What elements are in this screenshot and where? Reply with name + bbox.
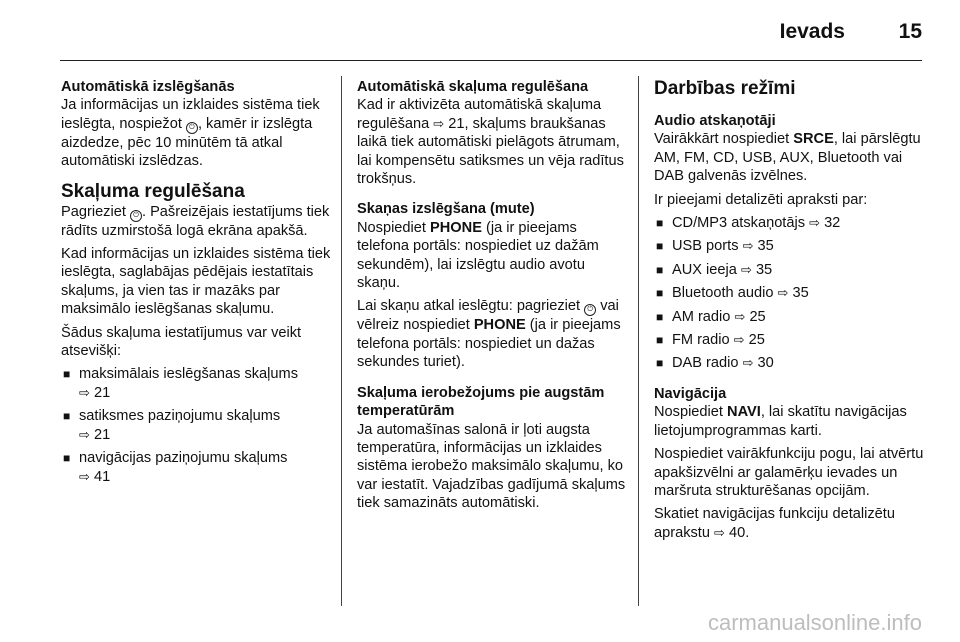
text: Nospiediet: [357, 219, 426, 236]
list-item-text: AM radio: [672, 308, 731, 325]
bullet-list: [61, 365, 335, 485]
page-reference-arrow-icon: ⇨: [742, 238, 754, 254]
page-reference[interactable]: 35: [792, 285, 809, 302]
section-heading: Skaņas izslēgšana (mute): [357, 201, 535, 218]
page-reference-arrow-icon: ⇨: [777, 285, 789, 301]
text: Skatiet navigācijas funkciju detalizētu aprakstu: [654, 506, 895, 541]
section-heading: Automātiskā skaļuma regulēšana: [357, 79, 589, 95]
list-item-text: satiksmes paziņojumu skaļums: [79, 408, 281, 425]
text: Vairākkārt nospiediet: [654, 131, 790, 148]
list-item: [654, 284, 924, 302]
list-item-text: maksimālais ieslēgšanas skaļums: [79, 366, 298, 383]
text: vai vēlreiz nospiediet: [357, 298, 619, 334]
page-header: [0, 0, 960, 60]
list-item-text: navigācijas paziņojumu skaļums: [79, 450, 288, 467]
text: . Pašreizējais iestatījums tiek rādīts uzmirstošā logā ekrāna apakšā.: [61, 203, 330, 239]
page-reference[interactable]: 35: [757, 238, 774, 255]
paragraph: Ja automašīnas salonā ir ļoti augsta temperatūra, informācijas un izklaides sistēma ierobežo maksimālo skaļumu, ko var iestatīt. Vajadzības gadījumā skaļums tiek samazināts automātiski.: [357, 421, 626, 512]
page-reference-arrow-icon: ⇨: [740, 261, 752, 277]
page-reference-arrow-icon: ⇨: [733, 332, 745, 348]
text: Ja informācijas un izklaides sistēma tiek ieslēgta, nospiežot: [61, 97, 320, 132]
section-heading: Skaļuma ierobežojums pie augstām temperatūrām: [357, 384, 605, 420]
list-item: [654, 237, 924, 255]
list-item: [654, 354, 924, 372]
text: , skaļums braukšanas laikā tiek automātiski pielāgots ātrumam, lai kompensētu satiksmes un vēja radītus trokšņus.: [357, 115, 624, 188]
list-item: [654, 214, 924, 232]
page-reference[interactable]: 25: [749, 308, 766, 325]
list-item-text: USB ports: [672, 238, 739, 255]
list-item: [654, 331, 924, 349]
list-item-text: CD/MP3 atskaņotājs: [672, 215, 806, 232]
key-label: PHONE: [473, 317, 526, 334]
header-divider: [60, 60, 922, 61]
section-heading: Navigācija: [654, 385, 727, 402]
list-item: [61, 407, 335, 444]
paragraph: [61, 203, 335, 240]
page-reference[interactable]: 25: [748, 332, 765, 349]
key-label: PHONE: [430, 219, 482, 236]
list-item: [61, 449, 335, 486]
text: Lai skaņu atkal ieslēgtu: pagrieziet: [357, 298, 581, 315]
paragraph: [654, 130, 924, 185]
text: (ja ir pieejams telefona portāls: nospiediet un dažas sekundes turiet).: [357, 317, 621, 371]
page-reference[interactable]: 41: [93, 468, 111, 485]
page-reference[interactable]: 35: [755, 261, 773, 278]
paragraph: [357, 96, 627, 188]
text: , lai pārslēgtu AM, FM, CD, USB, AUX, Bluetooth vai DAB galvenās izvēlnes.: [654, 131, 921, 185]
page-reference[interactable]: 21: [93, 426, 111, 443]
page-section-title: Ievads: [779, 20, 845, 43]
list-item-text: DAB radio: [672, 355, 739, 372]
column-left: [61, 78, 335, 491]
list-item-text: FM radio: [672, 332, 730, 349]
list-item-text: AUX ieeja: [672, 261, 737, 278]
section-heading: Automātiskā izslēgšanās: [61, 79, 235, 95]
page-reference[interactable]: 21: [448, 115, 465, 132]
page-reference[interactable]: 32: [824, 215, 841, 232]
paragraph: [654, 403, 924, 440]
bullet-list: [654, 214, 924, 373]
text: , lai skatītu navigācijas lietojumprogrammas karti.: [654, 404, 907, 439]
page-reference-arrow-icon: ⇨: [734, 308, 746, 324]
paragraph: Nospiediet vairākfunkciju pogu, lai atvērtu apakšizvēlni ar galamērķu ievades un maršruta strukturēšanas opcijām.: [654, 446, 924, 499]
page-reference-arrow-icon: ⇨: [809, 215, 820, 231]
text: Nospiediet: [654, 404, 723, 421]
paragraph: Ir pieejami detalizēti apraksti par:: [654, 191, 868, 208]
list-item: [654, 261, 924, 279]
power-knob-icon: ⏻: [130, 210, 142, 222]
paragraph: [357, 297, 627, 371]
page-reference-arrow-icon: ⇨: [79, 384, 90, 400]
power-knob-icon: ⏻: [584, 304, 596, 316]
section-title: Skaļuma regulēšana: [61, 180, 245, 202]
column-right: [654, 78, 924, 547]
key-label: SRCE: [793, 131, 834, 148]
paragraph: [61, 96, 335, 170]
column-middle: [357, 78, 627, 518]
paragraph: [654, 505, 924, 542]
watermark: carmanualsonline.info: [707, 610, 922, 635]
section-title: Darbības režīmi: [654, 78, 796, 99]
page-reference-arrow-icon: ⇨: [79, 468, 90, 484]
text: Pagrieziet: [61, 203, 126, 220]
page-reference-arrow-icon: ⇨: [714, 524, 725, 540]
section-heading: Audio atskaņotāji: [654, 113, 776, 129]
paragraph: [357, 219, 627, 293]
text: (ja ir pieejams telefona portāls: nospiediet uz dažām sekundēm), lai izslēgtu audio avotu skaņu.: [357, 219, 599, 292]
page-reference[interactable]: 40: [729, 524, 746, 541]
list-item: [61, 365, 335, 402]
paragraph: Kad informācijas un izklaides sistēma tiek ieslēgta, saglabājas pēdējais iestatītais skaļums, ja vien tas ir mazāks par maksimālo ieslēgšanas skaļumu.: [61, 246, 331, 318]
list-item-text: Bluetooth audio: [672, 285, 774, 302]
text: , kamēr ir izslēgta aizdedze, pēc 10 minūtēm tā atkal automātiski izslēdzas.: [61, 115, 313, 170]
page-reference[interactable]: 30: [757, 355, 774, 372]
page-reference[interactable]: 21: [93, 384, 111, 401]
page-number: 15: [898, 20, 922, 43]
text: .: [745, 524, 750, 541]
list-item: [654, 308, 924, 326]
page-reference-arrow-icon: ⇨: [79, 426, 90, 442]
page-reference-arrow-icon: ⇨: [433, 115, 445, 131]
power-knob-icon: ⏻: [186, 122, 198, 134]
column-divider: [638, 76, 639, 606]
column-divider: [341, 76, 342, 606]
paragraph: Šādus skaļuma iestatījumus var veikt atsevišķi:: [61, 324, 302, 360]
key-label: NAVI: [727, 404, 761, 421]
text: Kad ir aktivizēta automātiskā skaļuma regulēšana: [357, 97, 602, 132]
page-reference-arrow-icon: ⇨: [742, 355, 754, 371]
